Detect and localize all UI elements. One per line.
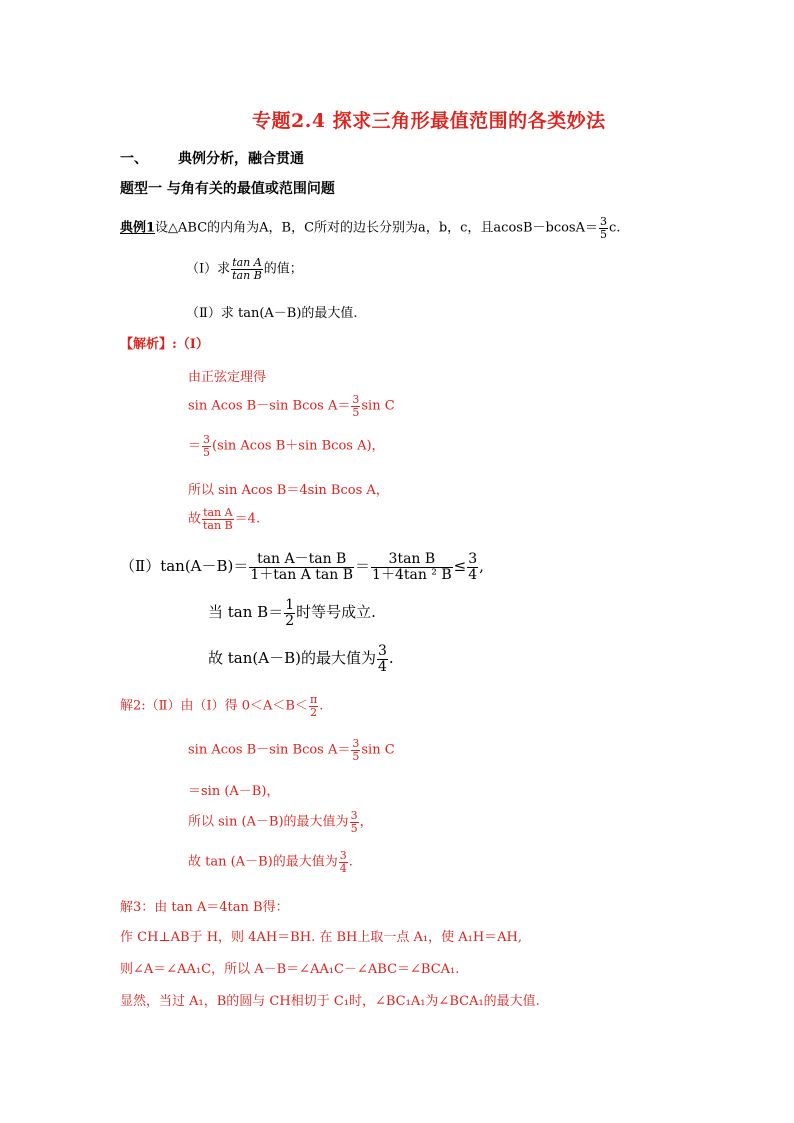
solution-2-line-1 (120, 694, 323, 718)
solution-line-2 (188, 394, 395, 418)
part-2-formula (120, 552, 484, 582)
fraction-numerator: 3 (352, 393, 360, 406)
fraction-numerator: 3tan B (371, 552, 453, 568)
solution-2-line-2-end: sin C (361, 742, 395, 758)
solution-line-5 (188, 507, 260, 531)
part-2-line-3 (208, 644, 394, 674)
fraction (202, 434, 211, 458)
solution-line-3 (188, 434, 385, 458)
fraction (377, 644, 388, 674)
question-2: （Ⅱ）求 tan(A－B)的最大值. (186, 306, 358, 321)
part-2-tail: , (479, 557, 484, 576)
fraction-numerator: tan A (232, 256, 262, 269)
solution-2-line-1-end: . (319, 698, 324, 714)
solution-3-line-3: 则∠A＝∠AA₁C，所以 A－B＝∠AA₁C－∠ABC＝∠BCA₁. (120, 962, 460, 977)
fraction-numerator: 3 (352, 737, 360, 750)
fraction-denominator: tan B (203, 518, 233, 532)
fraction-numerator: 3 (339, 849, 347, 862)
fraction-denominator: 5 (600, 227, 607, 241)
solution-line-1: 由正弦定理得 (188, 370, 267, 385)
fraction (284, 598, 295, 628)
solution-2-line-2-text: sin Acos B－sin Bcos A＝ (188, 742, 351, 758)
fraction-numerator: π (309, 693, 318, 706)
part-2-line-3-end: . (388, 649, 394, 668)
less-equal-sign: ≤ (453, 557, 467, 576)
solution-2-line-5-end: . (348, 854, 353, 870)
fraction (231, 257, 263, 281)
solution-2-line-5 (188, 850, 353, 874)
part-2-line-2-end: 时等号成立. (296, 603, 376, 622)
fraction-numerator: tan A (203, 506, 233, 519)
fraction-denominator: 5 (203, 445, 211, 459)
part-2-line-2 (208, 598, 376, 628)
fraction (351, 738, 360, 762)
solution-line-2-text: sin Acos B－sin Bcos A＝ (188, 398, 351, 414)
solution-3-line-2: 作 CH⊥AB于 H，则 4AH＝BH. 在 BH上取一点 A₁，使 A₁H＝AH, (120, 930, 523, 945)
part-2-prefix: （Ⅱ）tan(A－B)＝ (120, 557, 249, 576)
fraction-numerator: 3 (468, 551, 478, 567)
fraction-denominator: 5 (352, 405, 360, 419)
fraction-denominator: 5 (352, 749, 360, 763)
solution-line-5-text: 故 (188, 511, 202, 527)
solution-line-3-text: ＝ (188, 438, 202, 454)
fraction-denominator: 4 (339, 861, 347, 875)
solution-line-4: 所以 sin Acos B＝4sin Bcos A， (188, 483, 389, 498)
fraction-numerator: 3 (203, 433, 211, 446)
equals-sign: ＝ (355, 557, 371, 576)
fraction-numerator: 3 (377, 643, 387, 659)
solution-line-2-end: sin C (361, 398, 395, 414)
example-stem (120, 216, 620, 240)
fraction (339, 850, 348, 874)
question-1 (186, 257, 303, 281)
fraction-denominator: 1＋4tan ² B (372, 566, 452, 583)
fraction-denominator: 4 (377, 658, 387, 675)
question-1-prefix: （Ⅰ）求 (186, 261, 231, 277)
solution-3-line-4: 显然，当过 A₁，B的圆与 CH相切于 C₁时，∠BC₁A₁为∠BCA₁的最大值. (120, 994, 540, 1009)
solution-label: 【解析】:（Ⅰ） (120, 337, 209, 352)
document-title: 专题2.4 探求三角形最值范围的各类妙法 (252, 110, 606, 132)
fraction-numerator: 1 (285, 597, 295, 613)
solution-3-line-1: 解3：由 tan A＝4tan B得： (120, 900, 289, 915)
fraction (371, 552, 453, 582)
fraction (309, 694, 318, 718)
solution-2-line-1-text: 解2:（Ⅱ）由（Ⅰ）得 0＜A＜B＜ (120, 698, 308, 714)
fraction-numerator: 3 (600, 215, 607, 228)
question-type-heading: 题型一 与角有关的最值或范围问题 (120, 181, 335, 197)
section-number: 一、 (120, 151, 148, 167)
solution-2-line-2 (188, 738, 395, 762)
fraction-denominator: 1＋tan A tan B (250, 566, 354, 583)
fraction-denominator: tan B (232, 268, 262, 282)
fraction-denominator: 4 (468, 566, 478, 583)
fraction-numerator: 3 (350, 809, 358, 822)
fraction (350, 810, 359, 834)
fraction (202, 507, 234, 531)
section-heading (120, 148, 304, 168)
example-stem-text: 设△ABC的内角为A，B，C所对的边长分别为a，b，c，且acosB－bcosA＝ (155, 220, 598, 236)
part-2-line-3-text: 故 tan(A－B)的最大值为 (208, 649, 376, 668)
fraction-denominator: 5 (350, 821, 358, 835)
fraction-denominator: 2 (285, 612, 295, 629)
example-stem-end: c. (609, 220, 621, 236)
fraction (599, 216, 608, 240)
solution-2-line-5-text: 故 tan (A－B)的最大值为 (188, 854, 338, 870)
example-label: 典例1 (120, 220, 156, 236)
question-1-suffix: 的值； (263, 261, 303, 277)
solution-line-3-end: (sin Acos B＋sin Bcos A)， (212, 438, 385, 454)
solution-line-5-end: ＝4. (234, 511, 261, 527)
fraction (249, 552, 354, 582)
solution-2-line-4-text: 所以 sin (A－B)的最大值为 (188, 814, 349, 830)
solution-2-line-3: ＝sin (A－B)， (188, 784, 280, 799)
fraction-denominator: 2 (310, 705, 318, 719)
section-title: 典例分析，融合贯通 (178, 151, 304, 167)
part-2-line-2-text: 当 tan B＝ (208, 603, 284, 622)
fraction (467, 552, 478, 582)
fraction (351, 394, 360, 418)
solution-2-line-4-end: ， (359, 814, 373, 830)
solution-2-line-4 (188, 810, 373, 834)
fraction-numerator: tan A－tan B (249, 552, 354, 568)
